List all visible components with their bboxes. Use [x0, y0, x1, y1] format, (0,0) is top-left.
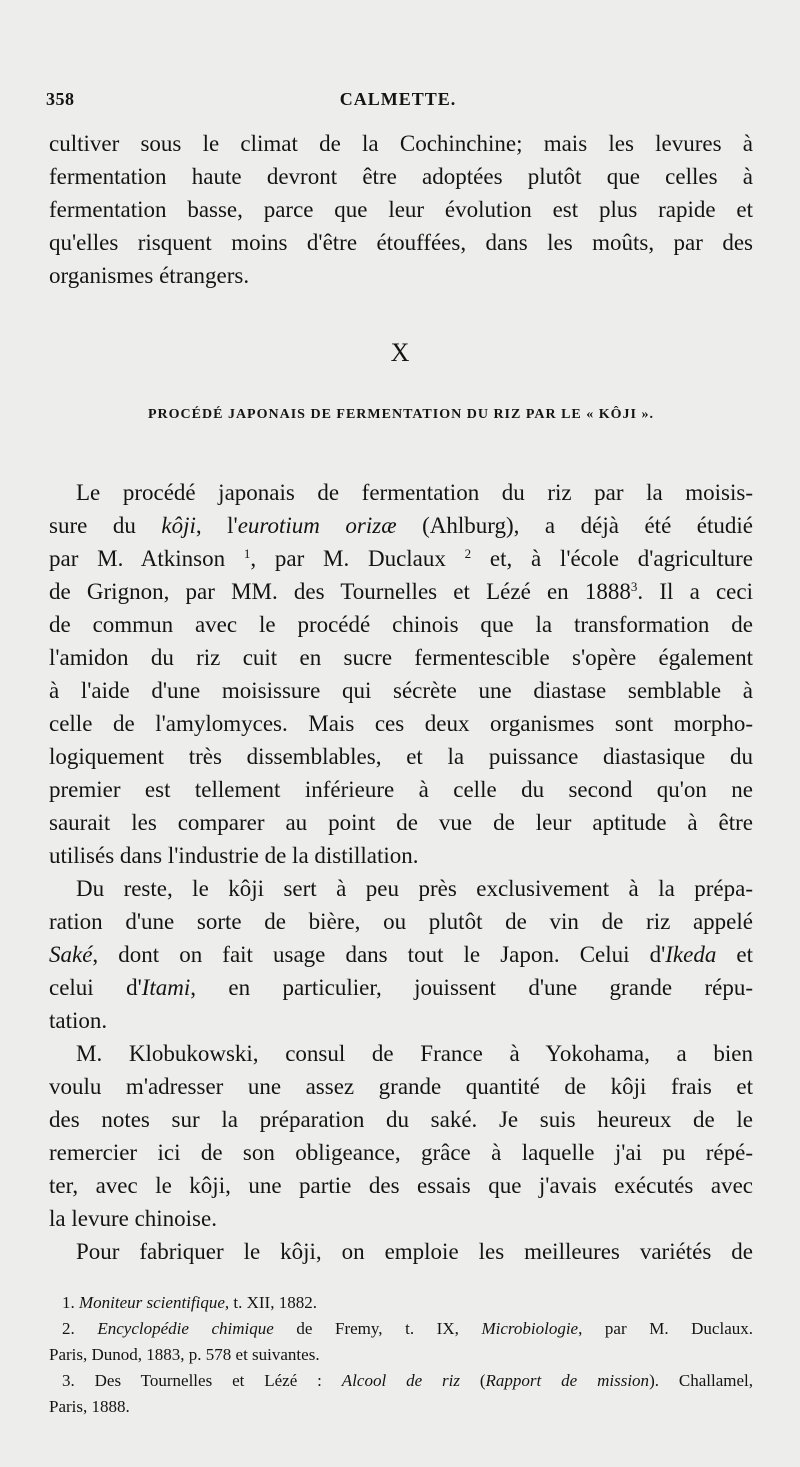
text-line: fermentation basse, parce que leur évolution est plus rapide et [49, 197, 753, 222]
text-line: cultiver sous le climat de la Cochinchine; mais les levures à [49, 131, 753, 156]
text-line: Saké, dont on fait usage dans tout le Japon. Celui d'Ikeda et [49, 942, 754, 967]
text-line: tation. [49, 1008, 108, 1033]
text-line: utilisés dans l'industrie de la distillation. [49, 843, 419, 868]
text-line: de commun avec le procédé chinois que la transformation de [49, 612, 753, 637]
text-line: qu'elles risquent moins d'être étouffées, dans les moûts, par des [49, 230, 753, 255]
text-line: la levure chinoise. [49, 1206, 217, 1231]
page-header [46, 89, 750, 119]
italic-term: eurotium orizæ [237, 513, 397, 538]
footnote-ref: 2 [464, 546, 472, 561]
footnote-ref: 3 [630, 579, 638, 594]
text-line: celle de l'amylomyces. Mais ces deux organismes sont morpho- [49, 711, 753, 736]
text-line: ter, avec le kôji, une partie des essais que j'avais exécutés avec [49, 1173, 753, 1198]
footnote-2-cont: Paris, Dunod, 1883, p. 578 et suivantes. [49, 1345, 320, 1364]
text-line: l'amidon du riz cuit en sucre fermentescible s'opère également [49, 645, 753, 670]
text-line: Du reste, le kôji sert à peu près exclusivement à la prépa- [76, 876, 753, 901]
text-line: voulu m'adresser une assez grande quantité de kôji frais et [49, 1074, 753, 1099]
footnote-ref: 1 [243, 546, 251, 561]
text-line: des notes sur la préparation du saké. Je suis heureux de le [49, 1107, 753, 1132]
italic-term: kôji [161, 513, 196, 538]
footnote-3-cont: Paris, 1888. [49, 1397, 130, 1416]
page-number: 358 [46, 89, 75, 109]
section-number: X [390, 338, 410, 367]
text-line: saurait les comparer au point de vue de leur aptitude à être [49, 810, 753, 835]
text-line: M. Klobukowski, consul de France à Yokohama, a bien [76, 1041, 753, 1066]
text-line: remercier ici de son obligeance, grâce à laquelle j'ai pu répé- [49, 1140, 753, 1165]
text-line: logiquement très dissemblables, et la puissance diastasique du [49, 744, 753, 769]
text-line: sure du kôji, l'eurotium orizæ (Ahlburg), a déjà été étudié [49, 513, 753, 538]
footnote-1: 1. Moniteur scientifique, t. XII, 1882. [62, 1293, 317, 1312]
text-line: celui d'Itami, en particulier, jouissent d'une grande répu- [49, 975, 754, 1000]
text-line: fermentation haute devront être adoptées plutôt que celles à [49, 164, 753, 189]
text-line: premier est tellement inférieure à celle du second qu'on ne [49, 777, 753, 802]
running-title: CALMETTE. [339, 89, 457, 109]
italic-term: Ikeda [665, 942, 717, 967]
section-title: PROCÉDÉ JAPONAIS DE FERMENTATION DU RIZ PAR LE « KÔJI ». [148, 407, 654, 422]
text-line: organismes étrangers. [49, 263, 250, 288]
text-line: Pour fabriquer le kôji, on emploie les meilleures variétés de [76, 1239, 753, 1264]
text-line: par M. Atkinson $^1$, par M. Duclaux $^2$ et, à l'école d'agriculture [49, 546, 753, 571]
italic-term: Itami [141, 975, 191, 1000]
text-line: de Grignon, par MM. des Tournelles et Lézé en 1888$^3$. Il a ceci [49, 579, 753, 604]
footnote-2: 2. Encyclopédie chimique de Fremy, t. IX, Microbiologie, par M. Duclaux. [62, 1319, 754, 1338]
italic-term: Saké [49, 942, 93, 967]
footnote-3: 3. Des Tournelles et Lézé : Alcool de riz (Rapport de mission). Challamel, [62, 1371, 753, 1390]
text-line: ration d'une sorte de bière, ou plutôt de vin de riz appelé [49, 909, 753, 934]
text-line: à l'aide d'une moisissure qui sécrète une diastase semblable à [49, 678, 753, 703]
text-line: Le procédé japonais de fermentation du riz par la moisis- [76, 480, 753, 505]
